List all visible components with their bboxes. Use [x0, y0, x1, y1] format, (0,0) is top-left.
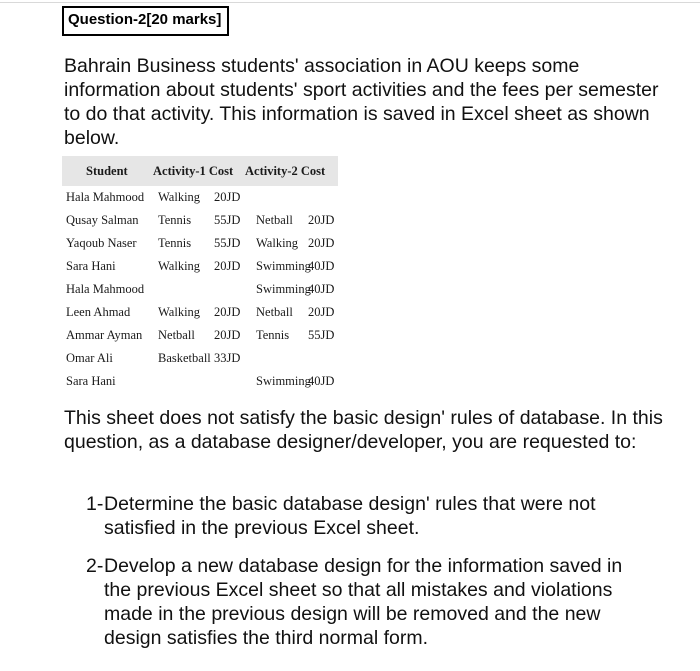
- cell-activity-2: Tennis: [256, 328, 290, 342]
- cell-cost-1: 20JD: [214, 259, 241, 273]
- cell-cost-1: 20JD: [214, 305, 241, 319]
- task-number: 1-: [86, 493, 104, 515]
- cell-activity-1: Netball: [158, 328, 195, 342]
- cell-cost-1: 20JD: [214, 190, 241, 204]
- task-text: Determine the basic database design' rules that were not satisfied in the previous Excel sheet.: [104, 493, 596, 539]
- table-row: [62, 255, 338, 278]
- cell-cost-1: 55JD: [214, 236, 241, 250]
- cell-cost-2: 40JD: [308, 282, 335, 296]
- top-divider: [0, 2, 700, 3]
- table-row: [62, 370, 338, 393]
- cell-student: Sara Hani: [66, 259, 116, 273]
- table-row: [62, 347, 338, 370]
- cell-student: Leen Ahmad: [66, 305, 131, 319]
- sheet-header-row: [62, 156, 338, 186]
- header-student: Student: [86, 164, 128, 178]
- table-row: [62, 324, 338, 347]
- cell-student: Hala Mahmood: [66, 190, 145, 204]
- cell-cost-2: 20JD: [308, 213, 335, 227]
- cell-student: Omar Ali: [66, 351, 113, 365]
- cell-student: Hala Mahmood: [66, 282, 145, 296]
- task-text: Develop a new database design for the information saved in the previous Excel sheet so that all mistakes and violations made in the previous design will be removed and the new design satisfies the third normal form.: [104, 555, 623, 649]
- cell-cost-1: 33JD: [214, 351, 241, 365]
- sheet-rows: [62, 186, 338, 393]
- cell-cost-2: 55JD: [308, 328, 335, 342]
- cell-cost-2: 20JD: [308, 305, 335, 319]
- cell-student: Sara Hani: [66, 374, 116, 388]
- question-marks: [20 marks]: [146, 11, 222, 28]
- task-item-2: [86, 554, 646, 650]
- table-row: [62, 232, 338, 255]
- cell-student: Ammar Ayman: [66, 328, 143, 342]
- header-activity1-cost: Activity-1 Cost: [153, 164, 234, 178]
- excel-sheet-table: [62, 156, 338, 393]
- table-row: [62, 278, 338, 301]
- cell-activity-1: Tennis: [158, 236, 192, 250]
- cell-cost-2: 20JD: [308, 236, 335, 250]
- cell-activity-1: Tennis: [158, 213, 192, 227]
- cell-student: Yaqoub Naser: [66, 236, 137, 250]
- cell-activity-1: Walking: [158, 305, 201, 319]
- cell-activity-2: Swimming: [256, 282, 311, 296]
- cell-activity-2: Walking: [256, 236, 299, 250]
- task-number: 2-: [86, 555, 104, 577]
- cell-cost-2: 40JD: [308, 374, 335, 388]
- question-header: [62, 6, 229, 36]
- requirements-paragraph: This sheet does not satisfy the basic design' rules of database. In this question, as a database designer/developer, you are requested to:: [64, 407, 663, 453]
- cell-cost-1: 55JD: [214, 213, 241, 227]
- intro-paragraph: Bahrain Business students' association in AOU keeps some information about students' sport activities and the fees per semester to do that activity. This information is saved in Excel sheet as shown below.: [64, 55, 659, 149]
- cell-cost-1: 20JD: [214, 328, 241, 342]
- question-label: Question-2: [68, 11, 147, 28]
- cell-activity-2: Swimming: [256, 259, 311, 273]
- table-row: [62, 186, 338, 209]
- cell-activity-1: Walking: [158, 190, 201, 204]
- task-item-1: [86, 492, 646, 540]
- cell-cost-2: 40JD: [308, 259, 335, 273]
- cell-activity-2: Swimming: [256, 374, 311, 388]
- cell-activity-2: Netball: [256, 213, 293, 227]
- cell-activity-1: Walking: [158, 259, 201, 273]
- header-activity2-cost: Activity-2 Cost: [245, 164, 326, 178]
- cell-activity-2: Netball: [256, 305, 293, 319]
- table-row: [62, 209, 338, 232]
- cell-student: Qusay Salman: [66, 213, 139, 227]
- cell-activity-1: Basketball: [158, 351, 211, 365]
- table-row: [62, 301, 338, 324]
